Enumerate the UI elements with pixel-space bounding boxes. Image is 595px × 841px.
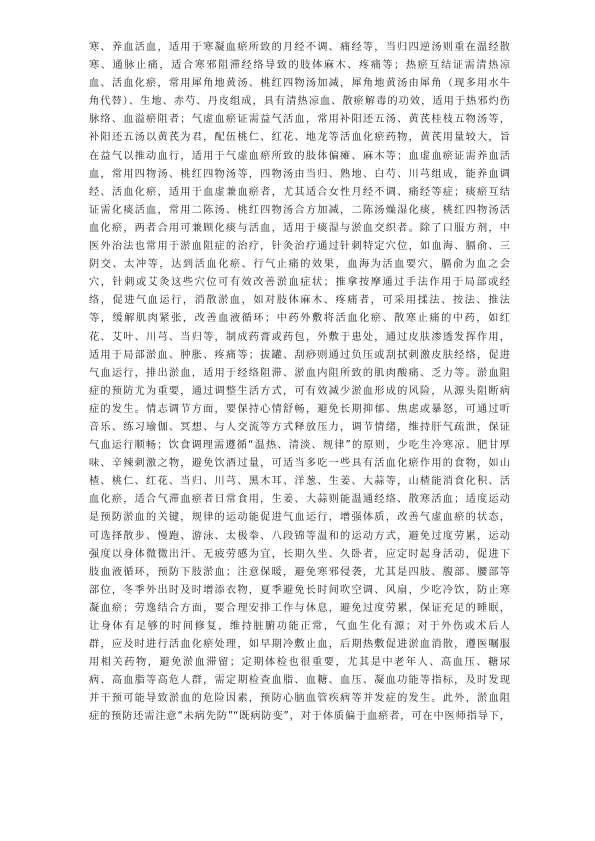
text-line: 穴，针刺或艾灸这些穴位可有效改善淤血症状；推拿按摩通过手法作用于局部或经: [89, 277, 510, 289]
text-line: 楂、桃仁、红花、当归、川芎、黑木耳、洋葱、生姜、大蒜等，山楂能消食化积、活: [89, 476, 510, 488]
text-line: 花、艾叶、川芎、当归等，制成药膏或药包，外敷于患处，通过皮肤渗透发挥作用，: [89, 331, 510, 343]
text-line: 味、辛辣刺激之物，避免饮酒过量，可适当多吃一些具有活血化瘀作用的食物，如山: [89, 458, 510, 470]
text-line: 角代替）、生地、赤芍、丹皮组成，具有清热凉血、散瘀解毒的功效，适用于热邪灼伤: [89, 96, 510, 108]
text-line: 在益气以推动血行，适用于气虚血瘀所致的肢体偏瘫、麻木等；血虚血瘀证需养血活: [89, 150, 510, 162]
text-line: 部位，冬季外出时及时增添衣物，夏季避免长时间吹空调、风扇，少吃冷饮，防止寒: [89, 584, 510, 596]
text-line: 络，促进气血运行，消散淤血，如对肢体麻木、疼痛者，可采用揉法、按法、推法: [89, 295, 510, 307]
text-line: 气血运行，排出淤血，适用于经络阻滞、淤血内阻所致的肌肉酸痛、乏力等。淤血阻: [89, 367, 510, 379]
text-line: 脉络、血溢瘀阻者；气虚血瘀证需益气活血，常用补阳还五汤、黄芪桂枝五物汤等，: [89, 114, 510, 126]
text-line: 寒、养血活血，适用于寒凝血瘀所致的月经不调、痛经等，当归四逆汤则重在温经散: [89, 42, 510, 53]
text-line: 血化瘀，两者合用可兼顾化痰与活血，适用于痰湿与淤血交织者。除了口服方剂，中: [89, 222, 510, 234]
text-line: 用相关药物，避免淤血滞留；定期体检也很重要，尤其是中老年人、高血压、糖尿: [89, 657, 510, 669]
text-line: 补阳还五汤以黄芪为君，配伍桃仁、红花、地龙等活血化瘀药物，黄芪用量较大，旨: [89, 132, 510, 144]
text-line: 病、高血脂等高危人群，需定期检查血脂、血糖、血压、凝血功能等指标，及时发现: [89, 675, 510, 687]
text-line: 阴交、太冲等，达到活血化瘀、行气止痛的效果，血海为活血要穴，膈俞为血之会: [89, 259, 510, 271]
text-line: 音乐、练习瑜伽、冥想、与人交流等方式释放压力，调节情绪，维持肝气疏泄，保证: [89, 421, 510, 433]
text-line: 强度以身体微微出汗、无疲劳感为宜，长期久坐、久卧者，应定时起身活动，促进下: [89, 548, 510, 560]
text-line: 是预防淤血的关键，规律的运动能促进气血运行，增强体质，改善气虚血瘀的状态，: [89, 512, 510, 524]
text-line: 经、活血化瘀，适用于血虚兼血瘀者，尤其适合女性月经不调、痛经等症；痰瘀互结: [89, 186, 510, 198]
text-line: 群，应及时进行活血化瘀处理，如早期冷敷止血，后期热敷促进淤血消散，遵医嘱服: [89, 639, 510, 651]
text-line: 等，缓解肌肉紧张，改善血液循环；中药外敷将活血化瘀、散寒止痛的中药，如红: [89, 313, 510, 325]
text-line: 寒、通脉止痛，适合寒邪阻滞经络导致的肢体麻木、疼痛等；热瘀互结证需清热凉: [89, 60, 510, 72]
text-line: 症的预防尤为重要，通过调整生活方式，可有效减少淤血形成的风险，从源头阻断病: [89, 385, 510, 397]
text-line: 血化瘀，适合气滞血瘀者日常食用，生姜、大蒜则能温通经络、散寒活血；适度运动: [89, 494, 510, 506]
text-line: 适用于局部淤血、肿胀、疼痛等；拔罐、刮痧则通过负压或刮拭刺激皮肤经络，促进: [89, 349, 510, 361]
text-line: 并干预可能导致淤血的危险因素，预防心脑血管疾病等并发症的发生。此外，淤血阻: [89, 693, 510, 705]
text-line: 医外治法也常用于淤血阻症的治疗，针灸治疗通过针刺特定穴位，如血海、膈俞、三: [89, 241, 510, 253]
body-text: [89, 39, 510, 727]
text-line: 证需化痰活血，常用二陈汤、桃红四物汤合方加减，二陈汤燥湿化痰，桃红四物汤活: [89, 204, 510, 216]
text-line: 血，常用四物汤、桃红四物汤等，四物汤由当归、熟地、白芍、川芎组成，能养血调: [89, 168, 510, 180]
text-line: 血、活血化瘀，常用犀角地黄汤、桃红四物汤加减，犀角地黄汤由犀角（现多用水牛: [89, 78, 510, 90]
text-line: 可选择散步、慢跑、游泳、太极拳、八段锦等温和的运动方式，避免过度劳累，运动: [89, 530, 510, 542]
text-line: 症的预防还需注意“未病先防”“既病防变”，对于体质偏于血瘀者，可在中医师指导下，: [89, 711, 510, 723]
text-line: 肢血液循环，预防下肢淤血；注意保暖，避免寒邪侵袭，尤其是四肢、腹部、腰部等: [89, 566, 510, 578]
text-line: 让身体有足够的时间修复，维持脏腑功能正常，气血生化有源；对于外伤或术后人: [89, 621, 510, 632]
text-line: 症的发生。情志调节方面，要保持心情舒畅，避免长期抑郁、焦虑或暴怒，可通过听: [89, 403, 510, 415]
text-line: 气血运行顺畅；饮食调理需遵循“温热、清淡、规律”的原则，少吃生冷寒凉、肥甘厚: [89, 440, 510, 452]
text-line: 凝血瘀；劳逸结合方面，要合理安排工作与休息，避免过度劳累，保证充足的睡眠，: [89, 602, 510, 614]
